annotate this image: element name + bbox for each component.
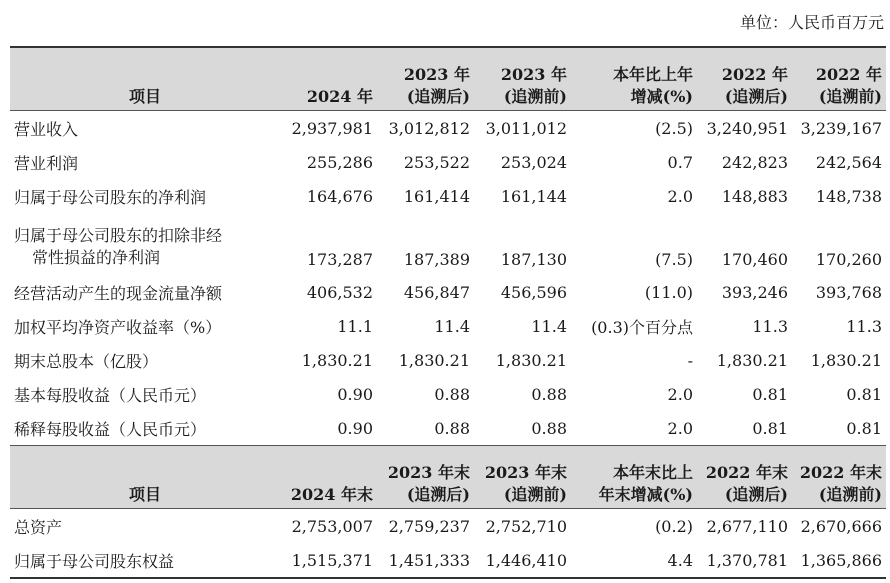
cell-value: 406,532 bbox=[306, 282, 373, 302]
section1-table-row bbox=[10, 275, 886, 309]
row-label: 归属于母公司股东权益 bbox=[10, 543, 280, 578]
section1-table-row bbox=[10, 377, 886, 411]
section2-col-header: 2022 年末 (追溯后) bbox=[697, 446, 792, 509]
cell-value: 11.3 bbox=[846, 316, 882, 336]
cell-value: 2,670,666 bbox=[800, 516, 882, 536]
financial-table bbox=[10, 46, 886, 579]
cell-value: 2,759,237 bbox=[388, 516, 470, 536]
cell-value: 393,246 bbox=[721, 282, 788, 302]
cell-value: 1,830.21 bbox=[810, 350, 882, 370]
section1-table-row bbox=[10, 145, 886, 179]
cell-value: 242,564 bbox=[815, 152, 882, 172]
cell-value: 255,286 bbox=[306, 152, 373, 172]
section2-col-header: 2022 年末 (追溯前) bbox=[792, 446, 886, 509]
section1-col-header: 2023 年 (追溯后) bbox=[377, 47, 474, 111]
cell-value: 1,365,866 bbox=[792, 543, 886, 578]
section1-col-header: 2023 年 (追溯前) bbox=[474, 47, 571, 111]
cell-value: 1,515,371 bbox=[280, 543, 377, 578]
sub-header-row bbox=[10, 446, 886, 509]
cell-value: 148,738 bbox=[815, 186, 882, 206]
section2-col-header: 2023 年末 (追溯后) bbox=[377, 446, 474, 509]
section1-item-header: 项目 bbox=[10, 47, 280, 111]
cell-value: 4.4 bbox=[571, 543, 697, 578]
cell-value: 164,676 bbox=[306, 186, 373, 206]
cell-value: (11.0) bbox=[644, 282, 693, 302]
cell-value: 253,522 bbox=[403, 152, 470, 172]
cell-value: 253,024 bbox=[500, 152, 567, 172]
header-row bbox=[10, 47, 886, 111]
section1-col-header: 2022 年 (追溯后) bbox=[697, 47, 792, 111]
row-label: 期末总股本（亿股） bbox=[14, 351, 159, 371]
unit-label: 单位：人民币百万元 bbox=[739, 13, 884, 32]
cell-value: 161,414 bbox=[403, 186, 470, 206]
cell-value: 148,883 bbox=[721, 186, 788, 206]
row-label: 归属于母公司股东的扣除非经 常性损益的净利润 bbox=[14, 226, 223, 267]
balance-section bbox=[10, 446, 886, 579]
cell-value: 0.90 bbox=[337, 418, 373, 438]
cell-value: (0.3)个百分点 bbox=[591, 317, 693, 337]
cell-value: 1,446,410 bbox=[474, 543, 571, 578]
cell-value: 170,460 bbox=[721, 250, 788, 269]
cell-value: 187,130 bbox=[500, 250, 567, 269]
cell-value: - bbox=[687, 350, 693, 370]
cell-value: 0.88 bbox=[434, 418, 470, 438]
cell-value: 2.0 bbox=[667, 418, 693, 438]
cell-value: 2,752,710 bbox=[485, 516, 567, 536]
cell-value: 0.88 bbox=[531, 418, 567, 438]
section1-table-row bbox=[10, 343, 886, 377]
cell-value: 11.4 bbox=[434, 316, 470, 336]
cell-value: 1,451,333 bbox=[377, 543, 474, 578]
cell-value: 173,287 bbox=[306, 250, 373, 269]
cell-value: 0.81 bbox=[846, 384, 882, 404]
cell-value: 2,937,981 bbox=[291, 118, 373, 138]
cell-value: 393,768 bbox=[815, 282, 882, 302]
cell-value: 170,260 bbox=[815, 250, 882, 269]
cell-value: 1,830.21 bbox=[495, 350, 567, 370]
cell-value: 3,012,812 bbox=[388, 118, 470, 138]
cell-value: 11.3 bbox=[752, 316, 788, 336]
cell-value: 3,239,167 bbox=[800, 118, 882, 138]
cell-value: 11.4 bbox=[531, 316, 567, 336]
row-label: 稀释每股收益（人民币元） bbox=[14, 419, 207, 439]
section1-table-row bbox=[10, 179, 886, 213]
section1-col-header: 本年比上年 增减(%) bbox=[571, 47, 697, 111]
cell-value: 0.90 bbox=[337, 384, 373, 404]
section2-col-header: 2023 年末 (追溯前) bbox=[474, 446, 571, 509]
cell-value: (2.5) bbox=[655, 118, 693, 138]
section1-table-row bbox=[10, 111, 886, 146]
cell-value: 456,596 bbox=[500, 282, 567, 302]
section1-col-header: 2024 年 bbox=[280, 47, 377, 111]
cell-value: 0.88 bbox=[531, 384, 567, 404]
cell-value: 0.7 bbox=[667, 152, 693, 172]
row-label: 基本每股收益（人民币元） bbox=[14, 385, 207, 405]
cell-value: 1,830.21 bbox=[398, 350, 470, 370]
cell-value: 3,240,951 bbox=[706, 118, 788, 138]
cell-value: (7.5) bbox=[655, 250, 693, 269]
row-label: 归属于母公司股东的净利润 bbox=[14, 187, 207, 207]
cell-value: 0.81 bbox=[752, 384, 788, 404]
cell-value: 242,823 bbox=[721, 152, 788, 172]
cell-value: (0.2) bbox=[655, 516, 693, 536]
row-label: 营业利润 bbox=[14, 153, 79, 173]
cell-value: 1,370,781 bbox=[697, 543, 792, 578]
section2-item-header: 项目 bbox=[10, 446, 280, 509]
cell-value: 161,144 bbox=[500, 186, 567, 206]
cell-value: 0.81 bbox=[752, 418, 788, 438]
cell-value: 2,677,110 bbox=[706, 516, 788, 536]
cell-value: 11.1 bbox=[337, 316, 373, 336]
section1-table-row bbox=[10, 309, 886, 343]
section2-table-row bbox=[10, 543, 886, 578]
cell-value: 2,753,007 bbox=[291, 516, 373, 536]
section1-col-header: 2022 年 (追溯前) bbox=[792, 47, 886, 111]
cell-value: 2.0 bbox=[667, 384, 693, 404]
section2-table-row bbox=[10, 509, 886, 544]
cell-value: 187,389 bbox=[403, 250, 470, 269]
section2-col-header: 本年末比上 年末增减(%) bbox=[571, 446, 697, 509]
cell-value: 0.81 bbox=[846, 418, 882, 438]
section1-table-row bbox=[10, 411, 886, 446]
cell-value: 1,830.21 bbox=[716, 350, 788, 370]
row-label: 营业收入 bbox=[14, 119, 79, 139]
row-label: 经营活动产生的现金流量净额 bbox=[14, 283, 223, 303]
row-label: 总资产 bbox=[14, 517, 63, 537]
cell-value: 3,011,012 bbox=[485, 118, 567, 138]
cell-value: 0.88 bbox=[434, 384, 470, 404]
section1-table-row bbox=[10, 213, 886, 275]
cell-value: 1,830.21 bbox=[301, 350, 373, 370]
row-label: 加权平均净资产收益率（%） bbox=[14, 317, 222, 337]
cell-value: 2.0 bbox=[667, 186, 693, 206]
cell-value: 456,847 bbox=[403, 282, 470, 302]
income-section bbox=[10, 111, 886, 446]
section2-col-header: 2024 年末 bbox=[280, 446, 377, 509]
